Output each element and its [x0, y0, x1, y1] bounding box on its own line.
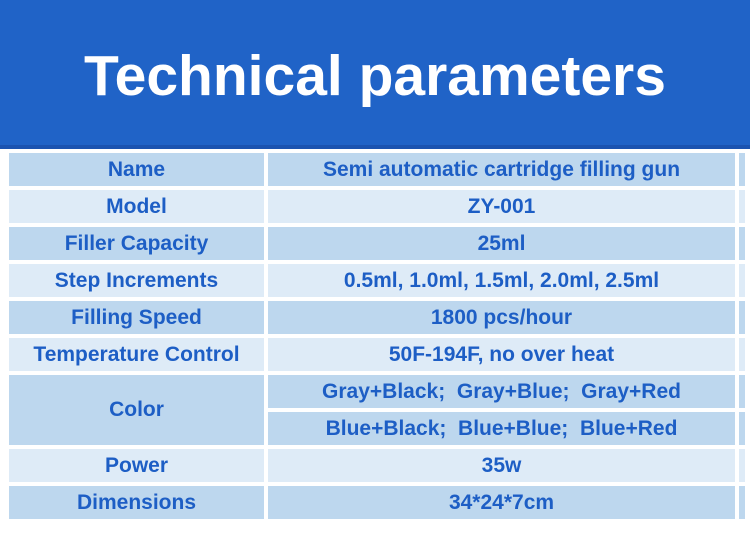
table-row-power	[9, 449, 745, 482]
row-label: Color	[9, 375, 264, 445]
title-banner	[0, 0, 750, 149]
row-value: Blue+Black; Blue+Blue; Blue+Red	[268, 412, 735, 445]
edge-cell	[739, 375, 745, 408]
row-label: Step Increments	[9, 264, 264, 297]
edge-cell	[739, 412, 745, 445]
table-row-filler-capacity	[9, 227, 745, 260]
table-row-dimensions	[9, 486, 745, 519]
row-label: Filling Speed	[9, 301, 264, 334]
row-value: Semi automatic cartridge filling gun	[268, 153, 735, 186]
edge-cell	[739, 153, 745, 186]
table-row-temperature-control	[9, 338, 745, 371]
edge-cell	[739, 449, 745, 482]
row-value: ZY-001	[268, 190, 735, 223]
table-row-filling-speed	[9, 301, 745, 334]
row-label: Filler Capacity	[9, 227, 264, 260]
row-value: 25ml	[268, 227, 735, 260]
row-label: Power	[9, 449, 264, 482]
edge-cell	[739, 301, 745, 334]
edge-cell	[739, 338, 745, 371]
row-value: 35w	[268, 449, 735, 482]
row-label: Model	[9, 190, 264, 223]
row-value: Gray+Black; Gray+Blue; Gray+Red	[268, 375, 735, 408]
edge-cell	[739, 486, 745, 519]
edge-cell	[739, 264, 745, 297]
row-label: Dimensions	[9, 486, 264, 519]
table-row-name	[9, 153, 745, 186]
row-label: Name	[9, 153, 264, 186]
table-row-color-1	[9, 375, 745, 408]
row-label: Temperature Control	[9, 338, 264, 371]
row-value: 34*24*7cm	[268, 486, 735, 519]
spec-table	[5, 149, 749, 523]
edge-cell	[739, 190, 745, 223]
table-row-step-increments	[9, 264, 745, 297]
row-value: 50F-194F, no over heat	[268, 338, 735, 371]
row-value: 0.5ml, 1.0ml, 1.5ml, 2.0ml, 2.5ml	[268, 264, 735, 297]
table-row-model	[9, 190, 745, 223]
edge-cell	[739, 227, 745, 260]
page-title: Technical parameters	[84, 43, 666, 108]
row-value: 1800 pcs/hour	[268, 301, 735, 334]
